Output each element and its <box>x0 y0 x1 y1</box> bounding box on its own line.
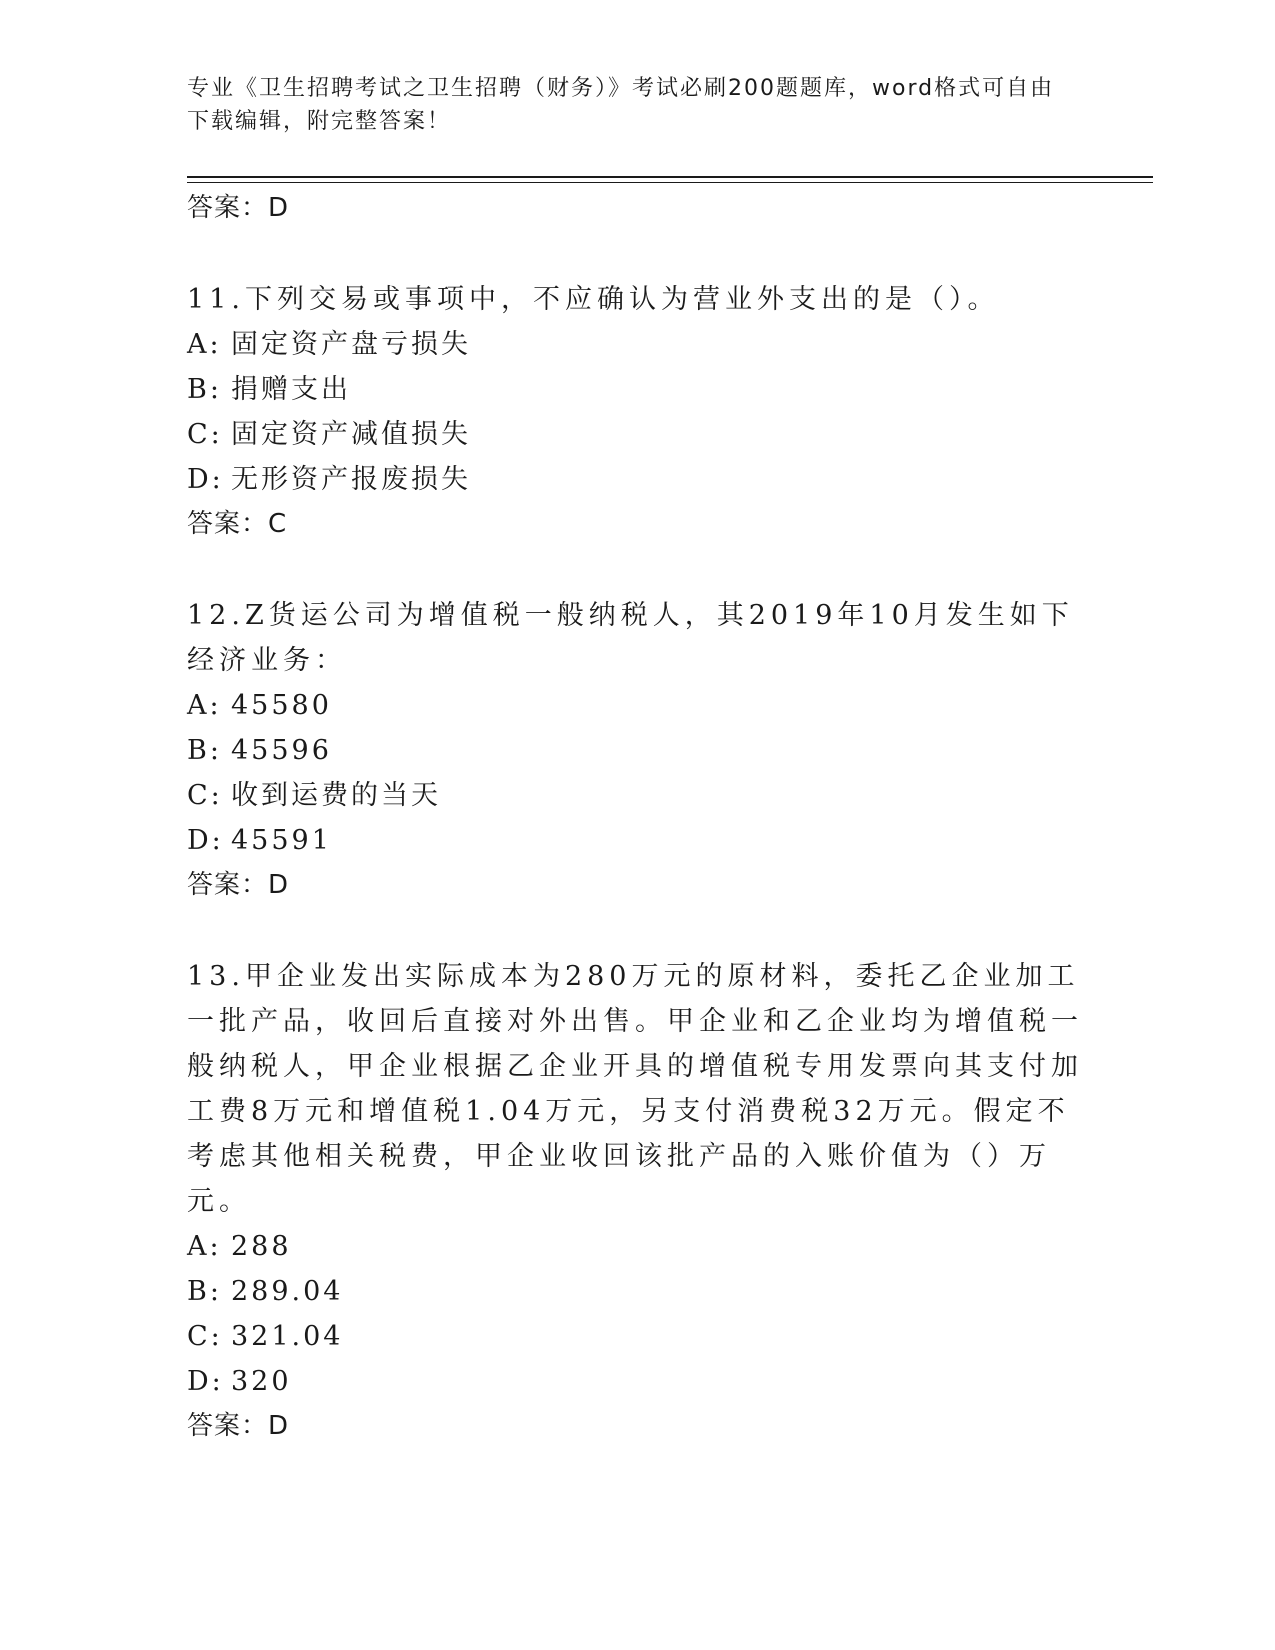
option-c <box>187 412 1087 457</box>
question-stem: 12.Z货运公司为增值税一般纳税人，其2019年10月发生如下经济业务： <box>187 600 1074 676</box>
option-text: 捐赠支出 <box>231 374 351 405</box>
option-letter: A: <box>187 329 222 360</box>
option-text: 无形资产报废损失 <box>231 464 471 495</box>
option-letter: D: <box>187 464 224 495</box>
question-item <box>187 277 1087 547</box>
option-b <box>187 728 1087 773</box>
option-text: 288 <box>231 1231 292 1262</box>
option-text: 45596 <box>231 735 332 766</box>
previous-answer: 答案：D <box>187 193 290 223</box>
option-letter: D: <box>187 1366 224 1397</box>
option-c <box>187 1314 1087 1359</box>
option-b <box>187 1269 1087 1314</box>
option-letter: C: <box>187 780 223 811</box>
option-text: 320 <box>231 1366 292 1397</box>
option-c <box>187 773 1087 818</box>
question-stem: 11.下列交易或事项中，不应确认为营业外支出的是（）。 <box>187 284 1000 315</box>
option-a <box>187 322 1087 367</box>
option-a <box>187 683 1087 728</box>
option-letter: B: <box>187 374 222 405</box>
option-text: 固定资产盘亏损失 <box>231 329 471 360</box>
answer-label: 答案：D <box>187 1411 290 1441</box>
question-stem: 13.甲企业发出实际成本为280万元的原材料，委托乙企业加工一批产品，收回后直接对外出售。甲企业和乙企业均为增值税一般纳税人，甲企业根据乙企业开具的增值税专用发票向其支付加工费8万元和增值税1.04万元，另支付消费税32万元。假定不考虑其他相关税费，甲企业收回该批产品的入账价值为（）万元。 <box>187 961 1083 1217</box>
option-text: 收到运费的当天 <box>231 780 441 811</box>
header-divider-thin <box>187 182 1153 183</box>
option-a <box>187 1224 1087 1269</box>
option-letter: A: <box>187 690 222 721</box>
question-list <box>187 186 1087 1449</box>
option-letter: B: <box>187 1276 222 1307</box>
option-b <box>187 367 1087 412</box>
answer-label: 答案：C <box>187 509 288 539</box>
document-header: 专业《卫生招聘考试之卫生招聘（财务）》考试必刷200题题库，word格式可自由下载编辑，附完整答案！ <box>187 76 1055 134</box>
question-item <box>187 593 1087 908</box>
option-letter: C: <box>187 1321 223 1352</box>
option-letter: B: <box>187 735 222 766</box>
option-letter: D: <box>187 825 224 856</box>
option-text: 45591 <box>231 825 332 856</box>
option-d <box>187 1359 1087 1404</box>
option-text: 321.04 <box>231 1321 344 1352</box>
option-text: 289.04 <box>231 1276 344 1307</box>
header-divider-thick <box>187 176 1153 178</box>
option-text: 45580 <box>231 690 332 721</box>
option-letter: A: <box>187 1231 222 1262</box>
option-text: 固定资产减值损失 <box>231 419 471 450</box>
option-d <box>187 818 1087 863</box>
option-d <box>187 457 1087 502</box>
question-item <box>187 954 1087 1449</box>
answer-label: 答案：D <box>187 870 290 900</box>
option-letter: C: <box>187 419 223 450</box>
